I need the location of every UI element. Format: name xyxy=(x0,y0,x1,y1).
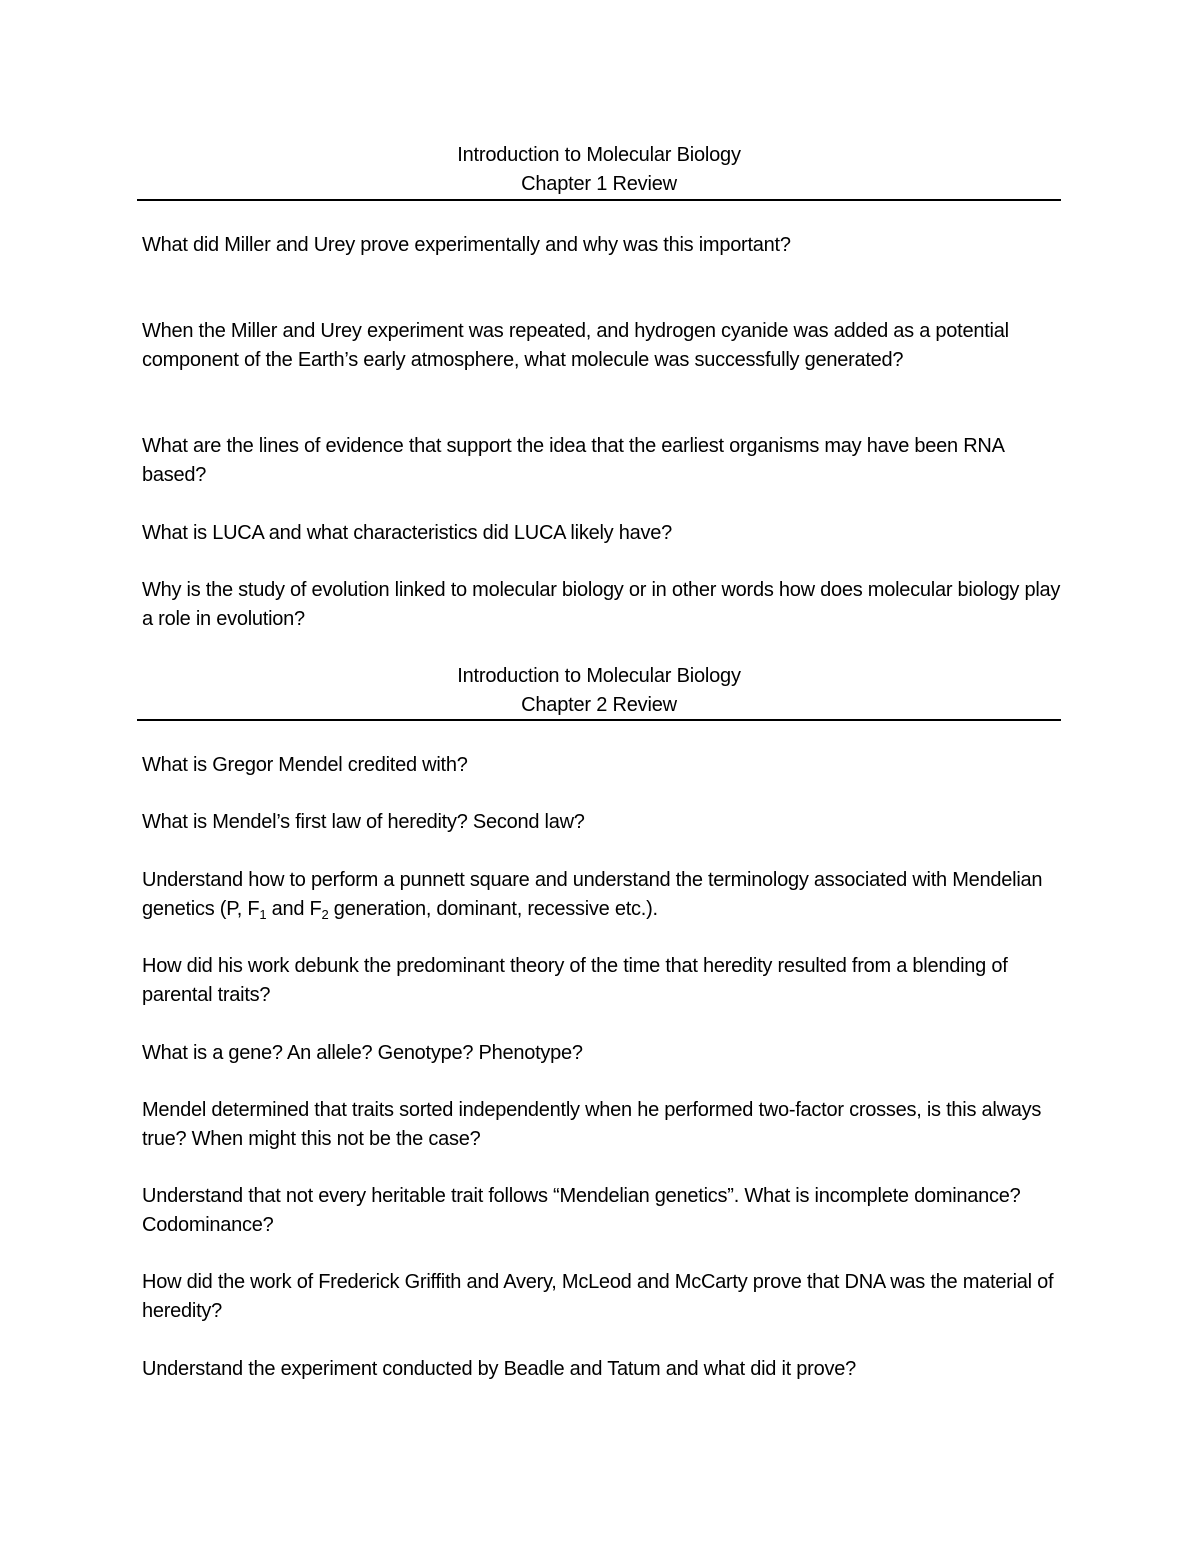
ch1-question-4: What is LUCA and what characteristics did LUCA likely have? xyxy=(142,522,672,544)
ch2-question-7: Understand that not every heritable trait follows “Mendelian genetics”. What is incomplete dominance? Codominance? xyxy=(142,1185,1021,1236)
ch2-question-3 xyxy=(142,866,1062,924)
ch1-question-5: Why is the study of evolution linked to molecular biology or in other words how does molecular biology play a role in evolution? xyxy=(142,579,1061,630)
chapter-1-header xyxy=(137,141,1061,199)
ch2-question-3-part-2: and F xyxy=(266,898,322,920)
ch1-question-1: What did Miller and Urey prove experimentally and why was this important? xyxy=(142,234,791,256)
ch2-question-3-part-3: generation, dominant, recessive etc.). xyxy=(328,898,658,920)
subscript-1: 1 xyxy=(259,907,267,922)
ch2-question-2: What is Mendel’s first law of heredity? Second law? xyxy=(142,811,585,833)
chapter-1-title: Introduction to Molecular Biology xyxy=(457,144,741,166)
ch2-question-6: Mendel determined that traits sorted independently when he performed two-factor crosses, is this always true? When might this not be the case? xyxy=(142,1099,1042,1150)
chapter-2-subtitle: Chapter 2 Review xyxy=(521,694,677,716)
chapter-2-title: Introduction to Molecular Biology xyxy=(457,665,741,687)
chapter-2-header xyxy=(137,662,1061,720)
ch2-question-3-part-1: Understand how to perform a punnett square and understand the terminology associated with Mendelian genetics (P, F xyxy=(142,869,1043,920)
ch2-question-9: Understand the experiment conducted by Beadle and Tatum and what did it prove? xyxy=(142,1358,856,1380)
chapter-2-divider xyxy=(137,719,1061,721)
ch2-question-5: What is a gene? An allele? Genotype? Phenotype? xyxy=(142,1042,583,1064)
ch2-question-1: What is Gregor Mendel credited with? xyxy=(142,754,468,776)
ch2-question-8: How did the work of Frederick Griffith and Avery, McLeod and McCarty prove that DNA was the material of heredity? xyxy=(142,1271,1054,1322)
chapter-1-divider xyxy=(137,199,1061,201)
ch1-question-3: What are the lines of evidence that support the idea that the earliest organisms may have been RNA based? xyxy=(142,435,1004,486)
chapter-1-subtitle: Chapter 1 Review xyxy=(521,173,677,195)
ch1-question-2: When the Miller and Urey experiment was repeated, and hydrogen cyanide was added as a potential component of the Earth’s early atmosphere, what molecule was successfully generated? xyxy=(142,320,1009,371)
subscript-2: 2 xyxy=(321,907,329,922)
ch2-question-4: How did his work debunk the predominant theory of the time that heredity resulted from a blending of parental traits? xyxy=(142,955,1008,1006)
